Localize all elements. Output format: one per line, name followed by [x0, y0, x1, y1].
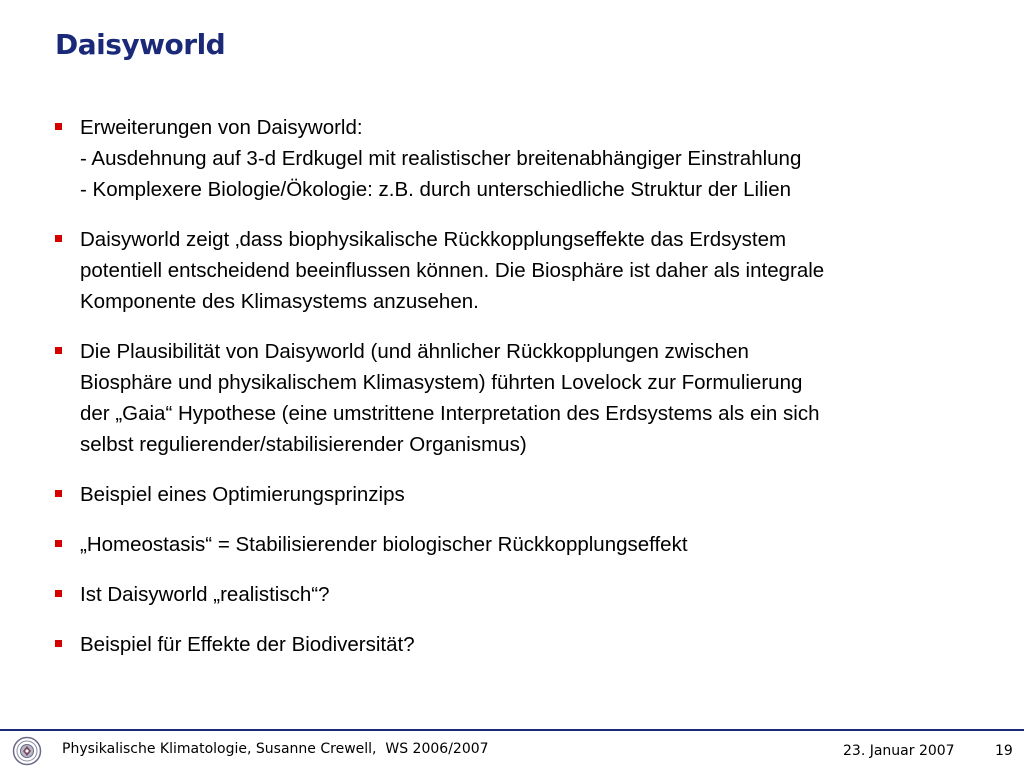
bullet-item-gaia: [52, 336, 1012, 460]
bullet-line: Erweiterungen von Daisyworld:: [80, 116, 363, 139]
slide-title: Daisyworld: [55, 28, 226, 61]
bullet-list: [52, 112, 1012, 679]
bullet-item-feedback: [52, 224, 1012, 317]
bullet-line: „Homeostasis“ = Stabilisierender biologischer Rückkopplungseffekt: [80, 533, 688, 556]
bullet-line: der „Gaia“ Hypothese (eine umstrittene Interpretation des Erdsystems als ein sich: [80, 402, 820, 425]
bullet-line: - Komplexere Biologie/Ökologie: z.B. durch unterschiedliche Struktur der Lilien: [80, 178, 792, 201]
square-bullet-icon: [55, 123, 62, 130]
bullet-line: Die Plausibilität von Daisyworld (und ähnlicher Rückkopplungen zwischen: [80, 340, 749, 363]
bullet-item-extensions: [52, 112, 1012, 205]
bullet-item-optimization: [52, 479, 1012, 510]
bullet-line: Biosphäre und physikalischem Klimasystem) führten Lovelock zur Formulierung: [80, 371, 803, 394]
square-bullet-icon: [55, 235, 62, 242]
square-bullet-icon: [55, 490, 62, 497]
page-number: 19: [995, 743, 1013, 759]
bullet-line: selbst regulierender/stabilisierender Organismus): [80, 433, 527, 456]
bullet-item-biodiversity: [52, 629, 1012, 660]
square-bullet-icon: [55, 540, 62, 547]
footer-date: 23. Januar 2007: [843, 743, 955, 759]
bullet-line: Komponente des Klimasystems anzusehen.: [80, 290, 479, 313]
bullet-line: potentiell entscheidend beeinflussen können. Die Biosphäre ist daher als integrale: [80, 259, 825, 282]
bullet-line: Daisyworld zeigt ‚dass biophysikalische Rückkopplungseffekte das Erdsystem: [80, 228, 787, 251]
footer-course-info: Physikalische Klimatologie, Susanne Crewell, WS 2006/2007: [62, 741, 489, 757]
footer-divider: [0, 729, 1024, 731]
bullet-item-homeostasis: [52, 529, 1012, 560]
bullet-line: - Ausdehnung auf 3-d Erdkugel mit realistischer breitenabhängiger Einstrahlung: [80, 147, 802, 170]
bullet-line: Beispiel eines Optimierungsprinzips: [80, 483, 405, 506]
bullet-line: Beispiel für Effekte der Biodiversität?: [80, 633, 415, 656]
university-seal-icon: [10, 736, 44, 766]
square-bullet-icon: [55, 640, 62, 647]
bullet-item-realistic: [52, 579, 1012, 610]
square-bullet-icon: [55, 347, 62, 354]
bullet-line: Ist Daisyworld „realistisch“?: [80, 583, 330, 606]
square-bullet-icon: [55, 590, 62, 597]
